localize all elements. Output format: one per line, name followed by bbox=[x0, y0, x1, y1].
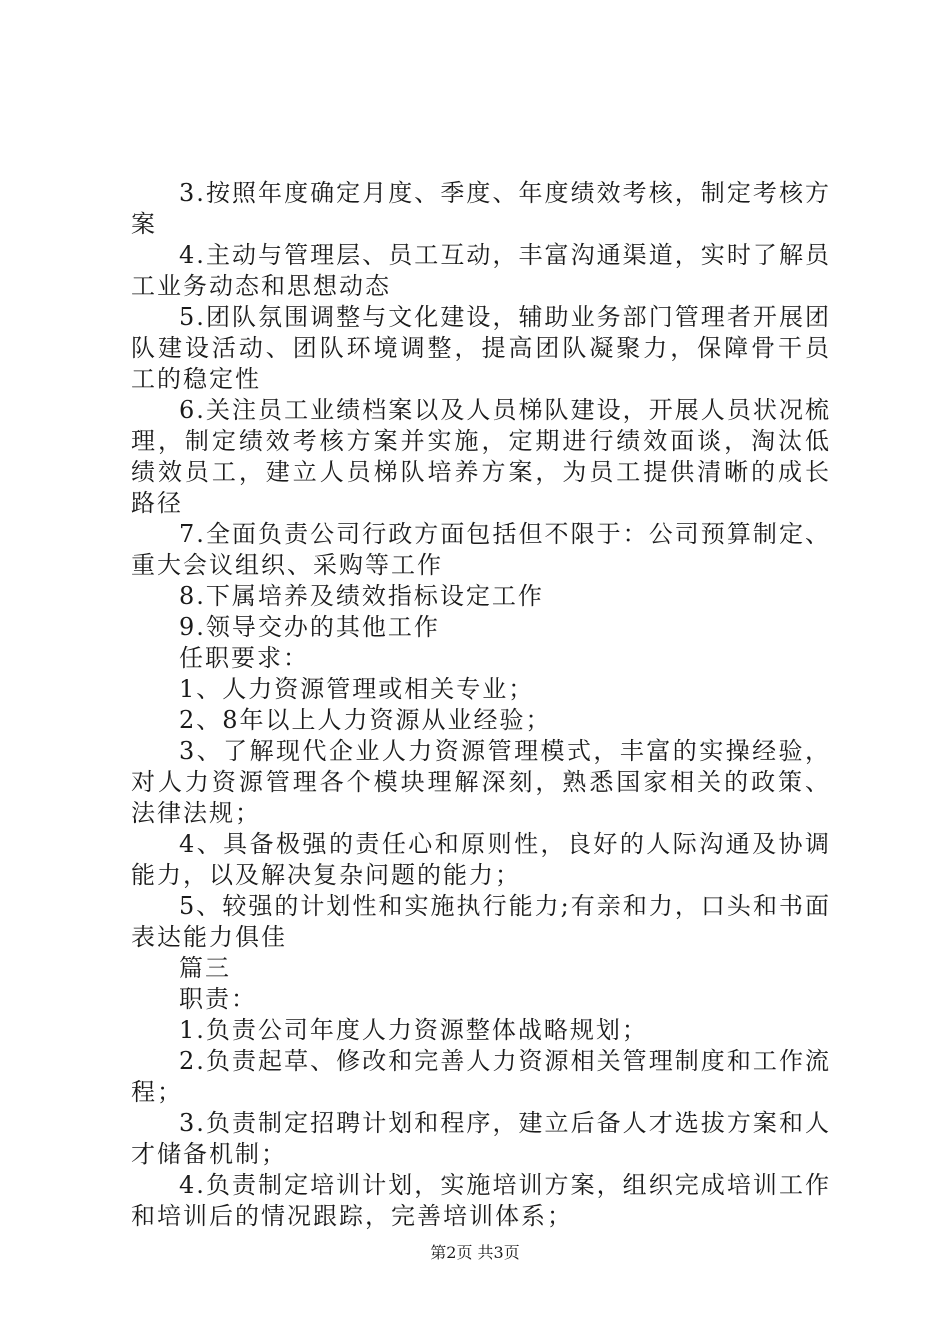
paragraph: 2.负责起草、修改和完善人力资源相关管理制度和工作流程； bbox=[131, 1047, 831, 1106]
paragraph: 4、具备极强的责任心和原则性，良好的人际沟通及协调能力，以及解决复杂问题的能力； bbox=[131, 830, 831, 889]
paragraph: 9.领导交办的其他工作 bbox=[179, 613, 440, 641]
section-heading: 篇三 bbox=[179, 954, 231, 982]
paragraph: 4.主动与管理层、员工互动，丰富沟通渠道，实时了解员工业务动态和思想动态 bbox=[131, 241, 831, 300]
section-heading: 任职要求： bbox=[179, 644, 309, 672]
paragraph: 4.负责制定培训计划，实施培训方案，组织完成培训工作和培训后的情况跟踪，完善培训体系； bbox=[131, 1171, 831, 1230]
paragraph: 3、了解现代企业人力资源管理模式，丰富的实操经验，对人力资源管理各个模块理解深刻，熟悉国家相关的政策、法律法规； bbox=[131, 737, 831, 827]
document-body bbox=[131, 178, 831, 1232]
paragraph: 1.负责公司年度人力资源整体战略规划； bbox=[179, 1016, 648, 1044]
paragraph: 6.关注员工业绩档案以及人员梯队建设，开展人员状况梳理，制定绩效考核方案并实施，定期进行绩效面谈，淘汰低绩效员工，建立人员梯队培养方案，为员工提供清晰的成长路径 bbox=[131, 396, 831, 517]
paragraph: 3.按照年度确定月度、季度、年度绩效考核，制定考核方案 bbox=[131, 179, 831, 238]
page-number-footer: 第2页 共3页 bbox=[430, 1243, 520, 1262]
paragraph: 3.负责制定招聘计划和程序，建立后备人才选拔方案和人才储备机制； bbox=[131, 1109, 831, 1168]
section-heading: 职责： bbox=[179, 985, 257, 1013]
paragraph: 5、较强的计划性和实施执行能力;有亲和力，口头和书面表达能力俱佳 bbox=[131, 892, 831, 951]
paragraph: 7.全面负责公司行政方面包括但不限于：公司预算制定、重大会议组织、采购等工作 bbox=[131, 520, 831, 579]
paragraph: 1、人力资源管理或相关专业； bbox=[179, 675, 535, 703]
paragraph: 2、8年以上人力资源从业经验； bbox=[179, 706, 552, 734]
paragraph: 8.下属培养及绩效指标设定工作 bbox=[179, 582, 544, 610]
paragraph: 5.团队氛围调整与文化建设，辅助业务部门管理者开展团队建设活动、团队环境调整，提高团队凝聚力，保障骨干员工的稳定性 bbox=[131, 303, 831, 393]
